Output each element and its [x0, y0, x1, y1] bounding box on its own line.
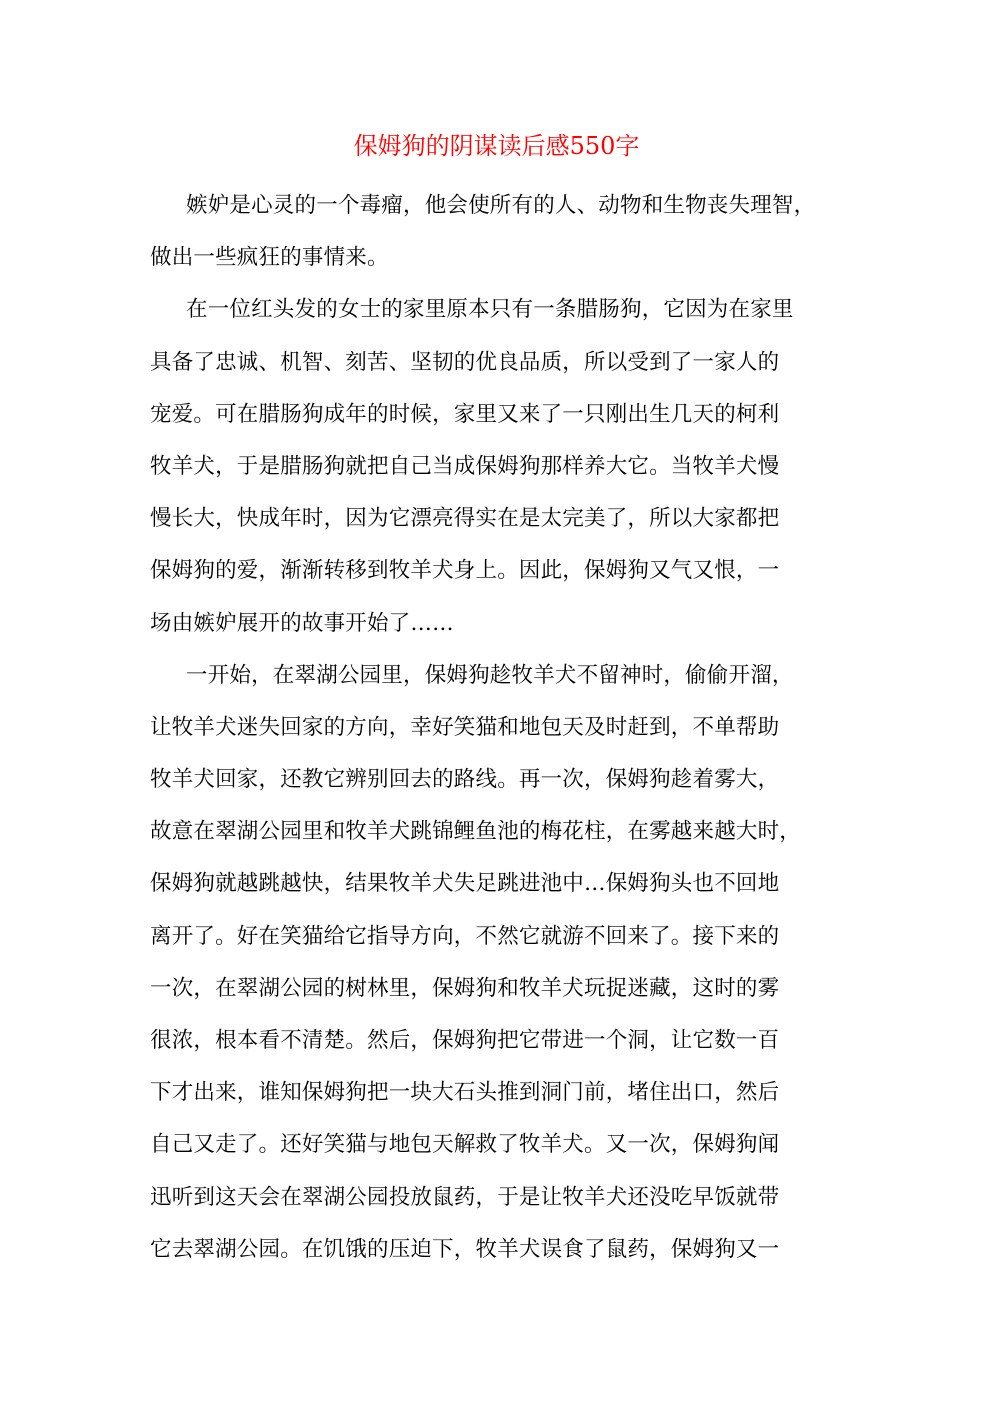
document-title: 保姆狗的阴谋读后感550字 — [353, 132, 640, 160]
paragraph-line: 一次，在翠湖公园的树林里，保姆狗和牧羊犬玩捉迷藏，这时的雾 — [150, 975, 780, 1001]
paragraph-first-line: 一开始，在翠湖公园里，保姆狗趁牧羊犬不留神时，偷偷开溜， — [186, 662, 794, 688]
paragraph-line: 很浓，根本看不清楚。然后，保姆狗把它带进一个洞，让它数一百 — [150, 1028, 780, 1053]
paragraph-first-line: 在一位红头发的女士的家里原本只有一条腊肠狗，它因为在家里 — [186, 297, 794, 323]
paragraph-line: 保姆狗的爱，渐渐转移到牧羊犬身上。因此，保姆狗又气又恨，一 — [150, 558, 780, 584]
paragraph-line: 故意在翠湖公园里和牧羊犬跳锦鲤鱼池的梅花柱，在雾越来越大时， — [150, 819, 802, 845]
document-body — [150, 180, 850, 1276]
paragraph-line: 具备了忠诚、机智、刻苦、坚韧的优良品质，所以受到了一家人的 — [150, 349, 780, 375]
paragraph-line: 迅听到这天会在翠湖公园投放鼠药，于是让牧羊犬还没吃早饭就带 — [150, 1184, 780, 1210]
paragraph-line: 保姆狗就越跳越快，结果牧羊犬失足跳进池中…保姆狗头也不回地 — [150, 871, 780, 897]
paragraph-line: 自己又走了。还好笑猫与地包天解救了牧羊犬。又一次，保姆狗闻 — [150, 1132, 780, 1158]
paragraph-line: 慢长大，快成年时，因为它漂亮得实在是太完美了，所以大家都把 — [150, 506, 780, 532]
paragraph-line: 让牧羊犬迷失回家的方向，幸好笑猫和地包天及时赶到，不单帮助 — [150, 714, 780, 740]
paragraph-line: 离开了。好在笑猫给它指导方向，不然它就游不回来了。接下来的 — [150, 923, 780, 949]
paragraph-line: 它去翠湖公园。在饥饿的压迫下，牧羊犬误食了鼠药，保姆狗又一 — [150, 1236, 780, 1262]
paragraph-line: 下才出来，谁知保姆狗把一块大石头推到洞门前，堵住出口，然后 — [150, 1080, 780, 1106]
paragraph-line: 做出一些疯狂的事情来。 — [150, 245, 389, 271]
paragraph-line: 宠爱。可在腊肠狗成年的时候，家里又来了一只刚出生几天的柯利 — [150, 401, 780, 427]
paragraph-line: 牧羊犬，于是腊肠狗就把自己当成保姆狗那样养大它。当牧羊犬慢 — [150, 453, 780, 479]
paragraph-line: 场由嫉妒展开的故事开始了…… — [150, 610, 454, 636]
paragraph-first-line: 嫉妒是心灵的一个毒瘤，他会使所有的人、动物和生物丧失理智， — [186, 193, 816, 218]
paragraph-line: 牧羊犬回家，还教它辨别回去的路线。再一次，保姆狗趁着雾大， — [150, 767, 780, 793]
